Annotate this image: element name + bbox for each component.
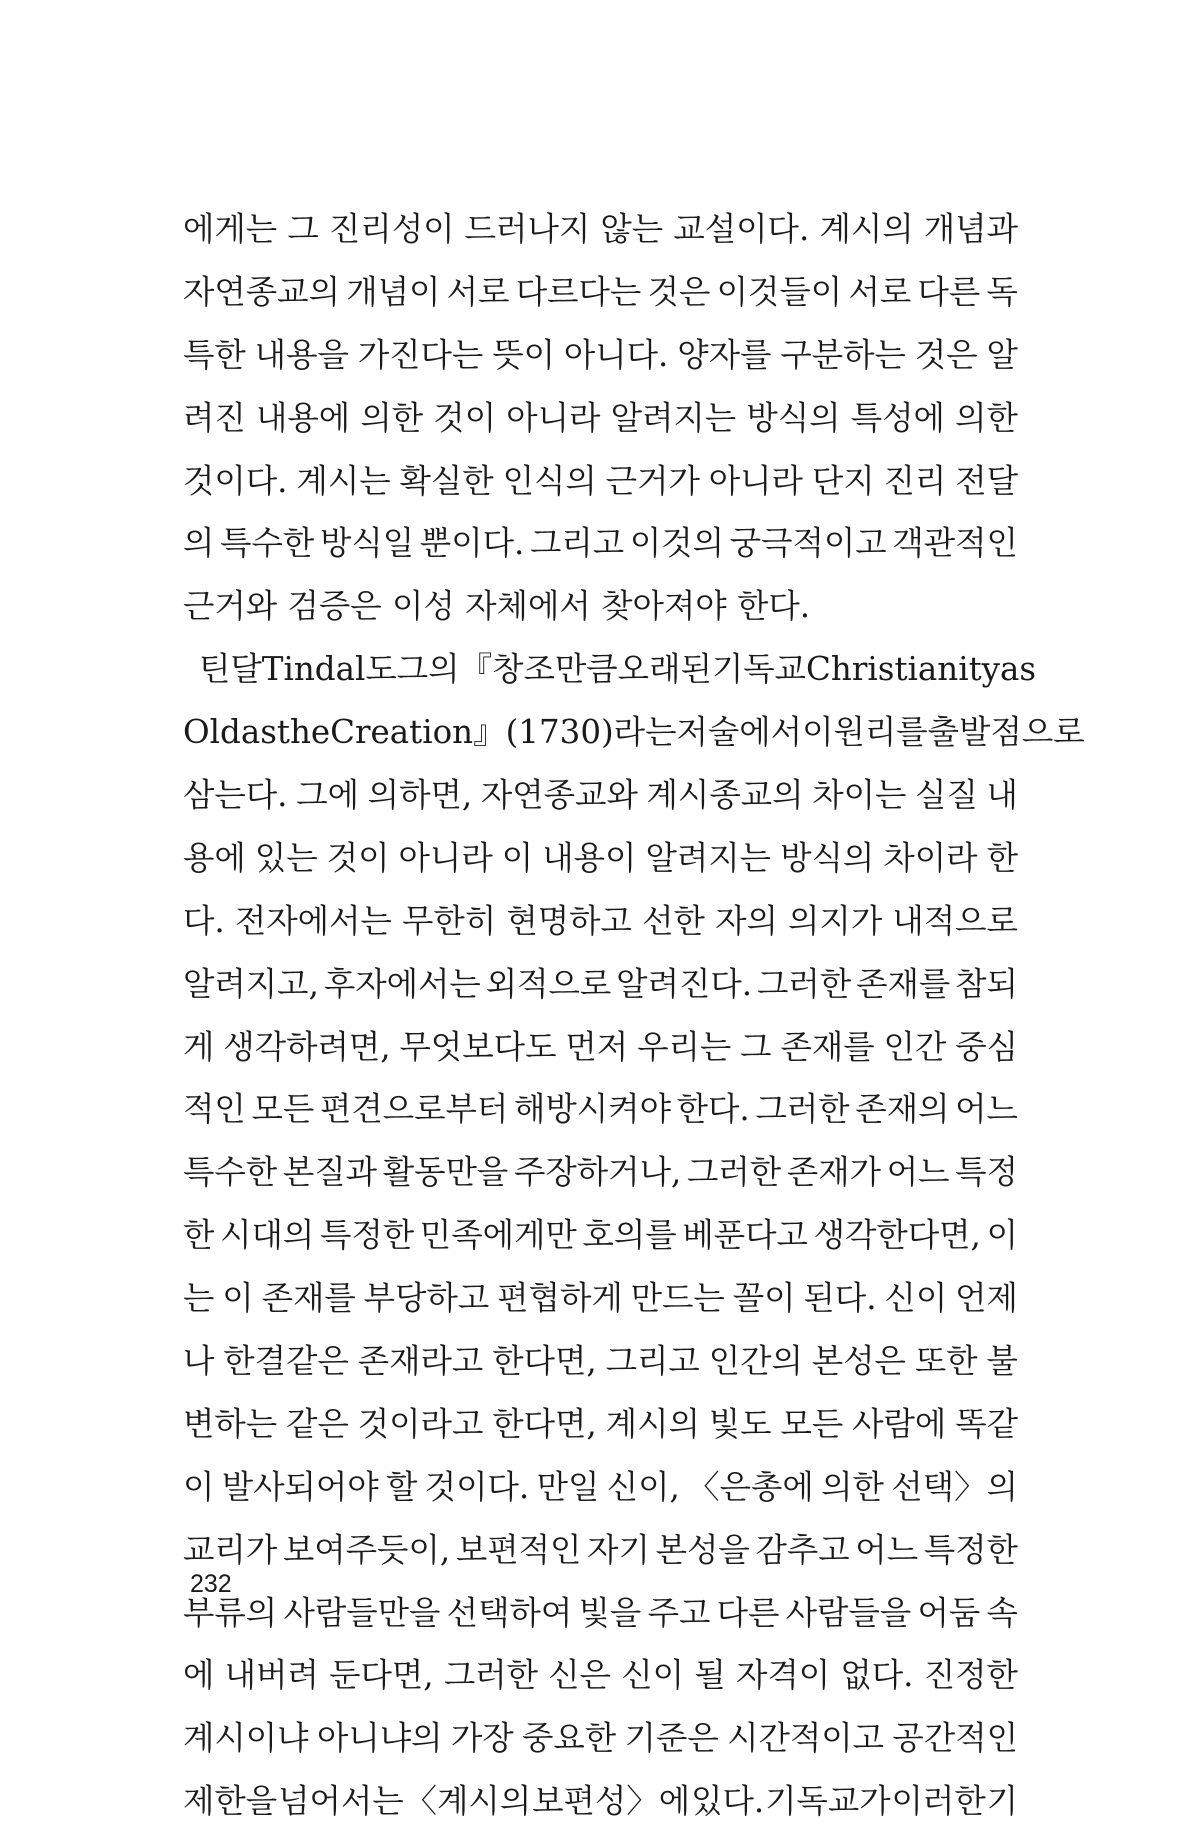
text-line: 삼는다. 그에 의하면, 자연종교와 계시종교의 차이는 실질 내 [183,776,1018,815]
text-line: 다. 전자에서는 무한히 현명하고 선한 자의 의지가 내적으로 [183,901,1018,940]
text-line: Old as the Creation』(1730)라는 저술에서 이 원리를 출발점으로 [183,713,1085,752]
text-line: 나 한결같은 존재라고 한다면, 그리고 인간의 본성은 또한 불 [183,1342,1018,1381]
text-line: 특수한 본질과 활동만을 주장하거나, 그러한 존재가 어느 특정 [183,1153,1018,1192]
text-line: 것이다. 계시는 확실한 인식의 근거가 아니라 단지 진리 전달 [183,461,1018,500]
text-line: 에게는 그 진리성이 드러나지 않는 교설이다. 계시의 개념과 [183,210,1018,248]
text-line: 에 내버려 둔다면, 그러한 신은 신이 될 자격이 없다. 진정한 [183,1656,1018,1695]
text-line: 틴달 Tindal도 그의 『창조만큼 오래된 기독교 Christianity as [199,650,1037,689]
text-line: 의 특수한 방식일 뿐이다. 그리고 이것의 궁극적이고 객관적인 [183,524,1018,563]
text-line: 근거와 검증은 이성 자체에서 찾아져야 한다. [183,587,811,626]
body-text [183,198,1085,1833]
text-line: 계시이냐 아니냐의 가장 중요한 기준은 시간적이고 공간적인 [183,1719,1018,1758]
text-line: 변하는 같은 것이라고 한다면, 계시의 빛도 모든 사람에 똑같 [183,1404,1018,1443]
text-line: 자연종교의 개념이 서로 다르다는 것은 이것들이 서로 다른 독 [183,272,1018,311]
text-line: 교리가 보여주듯이, 보편적인 자기 본성을 감추고 어느 특정한 [183,1530,1018,1569]
text-line: 려진 내용에 의한 것이 아니라 알려지는 방식의 특성에 의한 [183,398,1018,437]
text-line: 적인 모든 편견으로부터 해방시켜야 한다. 그러한 존재의 어느 [183,1090,1018,1129]
page-number: 232 [190,1570,232,1598]
text-line: 제한을 넘어서는 〈계시의 보편성〉에 있다. 기독교가 이러한 기 [183,1782,1018,1821]
text-line: 용에 있는 것이 아니라 이 내용이 알려지는 방식의 차이라 한 [183,838,1018,877]
text-line: 부류의 사람들만을 선택하여 빛을 주고 다른 사람들을 어둠 속 [183,1593,1018,1632]
text-line: 한 시대의 특정한 민족에게만 호의를 베푼다고 생각한다면, 이 [183,1216,1018,1255]
text-line: 게 생각하려면, 무엇보다도 먼저 우리는 그 존재를 인간 중심 [183,1027,1018,1066]
text-line: 는 이 존재를 부당하고 편협하게 만드는 꼴이 된다. 신이 언제 [183,1279,1018,1318]
text-line: 알려지고, 후자에서는 외적으로 알려진다. 그러한 존재를 참되 [183,964,1018,1003]
text-line: 이 발사되어야 할 것이다. 만일 신이, 〈은총에 의한 선택〉의 [183,1467,1018,1506]
text-line: 특한 내용을 가진다는 뜻이 아니다. 양자를 구분하는 것은 알 [183,335,1018,374]
